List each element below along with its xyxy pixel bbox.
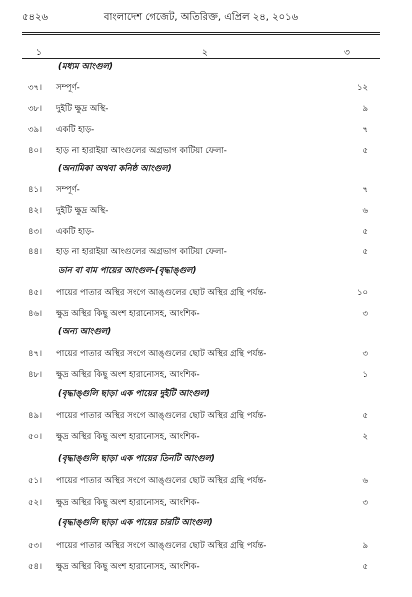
row-value: ১ xyxy=(362,370,368,380)
row-value: ৫ xyxy=(362,247,368,257)
gazette-title: বাংলাদেশ গেজেট, অতিরিক্ত, এপ্রিল ২৪, ২০১৬ xyxy=(103,12,299,23)
row-value: ৬ xyxy=(362,206,368,216)
row-number: ৪১। xyxy=(28,185,43,195)
header-rule-double xyxy=(22,34,380,35)
table-row xyxy=(22,204,380,218)
row-description: সম্পূর্ণ- xyxy=(56,185,80,195)
row-value: ৬ xyxy=(362,476,368,486)
table-row xyxy=(22,81,380,95)
table-row xyxy=(22,245,380,259)
section-heading: (বৃদ্ধাঙ্গুলি ছাড়া এক পায়ের তিনটি আংগুল) xyxy=(58,454,215,464)
table-row xyxy=(22,474,380,488)
row-number: ৫২। xyxy=(28,498,43,508)
table-row xyxy=(22,183,380,197)
table-row xyxy=(22,144,380,158)
table-row xyxy=(22,286,380,300)
row-value: ৩ xyxy=(362,349,368,359)
table-row xyxy=(22,368,380,382)
row-value: ১২ xyxy=(356,83,368,93)
row-number: ৪৫। xyxy=(28,288,43,298)
page-number: ৫৪২৬ xyxy=(22,12,48,23)
section-heading: ডান বা বাম পায়ের আংগুল-(বৃদ্ধাঙ্গুল) xyxy=(58,266,197,276)
row-description: একটি হাড়- xyxy=(56,227,95,237)
section-heading: (অন্য আংগুল) xyxy=(58,327,112,337)
row-description: হাড় না হারাইয়া আংগুলের অগ্রভাগ কাটিয়া ফেলা- xyxy=(56,247,227,257)
row-number: ৫৪। xyxy=(28,562,43,572)
row-description: একটি হাড়- xyxy=(56,125,95,135)
row-description: সম্পূর্ণ- xyxy=(56,83,80,93)
row-value: ৭ xyxy=(362,185,368,195)
row-description: দুইটি ক্ষুদ্র অস্থি- xyxy=(56,104,109,114)
table-row xyxy=(22,430,380,444)
table-row xyxy=(22,123,380,137)
row-number: ৪২। xyxy=(28,206,43,216)
row-number: ৩৭। xyxy=(28,83,43,93)
table-row xyxy=(22,347,380,361)
column-number-2: ২ xyxy=(202,48,208,58)
row-number: ৪৮। xyxy=(28,370,43,380)
row-number: ৩৯। xyxy=(28,125,43,135)
page-header xyxy=(22,8,380,26)
header-rule-top xyxy=(22,32,380,33)
row-description: ক্ষুদ্র অস্থির কিছু অংশ হারানোসহ, আংশিক- xyxy=(56,432,200,442)
row-value: ৫ xyxy=(362,411,368,421)
row-value: ৫ xyxy=(362,562,368,572)
row-value: ৩ xyxy=(362,498,368,508)
row-description: পায়ের পাতার অস্থির সংগে আঙ্গুলের ছোট অস্থির গ্রন্থি পর্যন্ত- xyxy=(56,541,267,551)
row-description: পায়ের পাতার অস্থির সংগে আঙ্গুলের ছোট অস্থির গ্রন্থি পর্যন্ত- xyxy=(56,288,267,298)
row-number: ৫০। xyxy=(28,432,43,442)
row-number: ৪৪। xyxy=(28,247,43,257)
column-number-1: ১ xyxy=(36,48,42,58)
row-value: ৯ xyxy=(362,541,368,551)
section-heading: (অনামিকা অথবা কনিষ্ঠ আংগুল) xyxy=(58,164,172,174)
table-row xyxy=(22,225,380,239)
row-description: ক্ষুদ্র অস্থির কিছু অংশ হারানোসহ, আংশিক- xyxy=(56,370,200,380)
row-description: ক্ষুদ্র অস্থির কিছু অংশ হারানোসহ, আংশিক- xyxy=(56,562,200,572)
column-header-rule xyxy=(22,58,380,59)
row-number: ৪৭। xyxy=(28,349,43,359)
table-row xyxy=(22,539,380,553)
row-value: ৩ xyxy=(362,309,368,319)
row-description: দুইটি ক্ষুদ্র অস্থি- xyxy=(56,206,109,216)
row-number: ৪০। xyxy=(28,146,43,156)
row-description: হাড় না হারাইয়া আংগুলের অগ্রভাগ কাটিয়া ফেলা- xyxy=(56,146,227,156)
row-value: ৫ xyxy=(362,146,368,156)
table-row xyxy=(22,102,380,116)
row-number: ৪৯। xyxy=(28,411,43,421)
row-number: ৪৬। xyxy=(28,309,43,319)
table-row xyxy=(22,560,380,574)
section-heading: (বৃদ্ধাঙ্গুলি ছাড়া এক পায়ের দুইটি আংগুল) xyxy=(58,389,210,399)
row-number: ৫৩। xyxy=(28,541,43,551)
row-number: ৪৩। xyxy=(28,227,43,237)
row-number: ৫১। xyxy=(28,476,43,486)
row-value: ৯ xyxy=(362,104,368,114)
row-value: ৭ xyxy=(362,125,368,135)
row-value: ১০ xyxy=(356,288,368,298)
row-value: ২ xyxy=(362,432,368,442)
row-value: ৫ xyxy=(362,227,368,237)
row-description: পায়ের পাতার অস্থির সংগে আঙ্গুলের ছোট অস্থির গ্রন্থি পর্যন্ত- xyxy=(56,476,267,486)
section-heading: (মধ্যম আংগুল) xyxy=(58,62,113,72)
column-number-3: ৩ xyxy=(344,48,350,58)
table-row xyxy=(22,409,380,423)
row-description: পায়ের পাতার অস্থির সংগে আঙ্গুলের ছোট অস্থির গ্রন্থি পর্যন্ত- xyxy=(56,349,267,359)
table-row xyxy=(22,496,380,510)
row-description: পায়ের পাতার অস্থির সংগে আঙ্গুলের ছোট অস্থির গ্রন্থি পর্যন্ত- xyxy=(56,411,267,421)
row-number: ৩৮। xyxy=(28,104,43,114)
table-row xyxy=(22,307,380,321)
row-description: ক্ষুদ্র অস্থির কিছু অংশ হারানোসহ, আংশিক- xyxy=(56,309,200,319)
row-description: ক্ষুদ্র অস্থির কিছু অংশ হারানোসহ, আংশিক- xyxy=(56,498,200,508)
section-heading: (বৃদ্ধাঙ্গুলি ছাড়া এক পায়ের চারটি আংগুল) xyxy=(58,518,213,528)
